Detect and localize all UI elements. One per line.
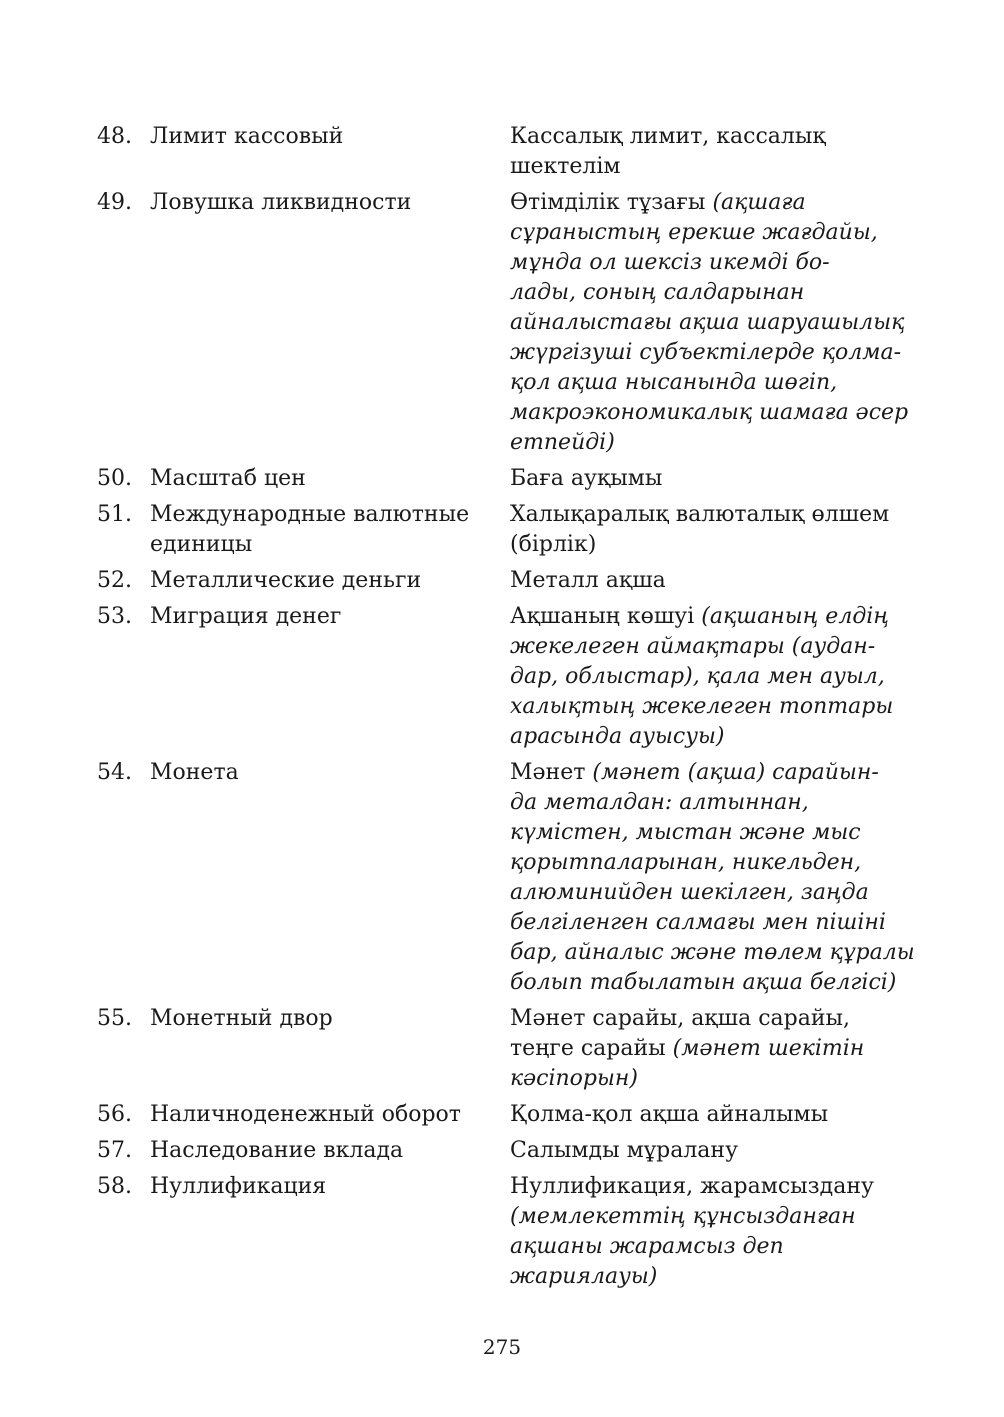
entry-number: 51. bbox=[97, 502, 132, 527]
glossary-entry bbox=[97, 1136, 897, 1166]
translation-text: Салымды мұралану bbox=[510, 1138, 739, 1163]
translation-text: (бірлік) bbox=[510, 532, 597, 557]
kazakh-translation-line bbox=[510, 968, 897, 998]
explanation-text: да металдан: алтыннан, bbox=[510, 790, 809, 815]
kazakh-translation bbox=[510, 188, 909, 458]
russian-term-line: единицы bbox=[150, 532, 253, 557]
explanation-text: күмістен, мыстан және мыс bbox=[510, 820, 861, 845]
russian-term bbox=[150, 602, 510, 632]
glossary-entry bbox=[97, 1100, 897, 1130]
russian-term bbox=[150, 758, 510, 788]
explanation-text: кәсіпорын) bbox=[510, 1066, 639, 1091]
glossary-entries bbox=[97, 122, 915, 1298]
entry-number: 57. bbox=[97, 1138, 132, 1163]
kazakh-translation-line bbox=[510, 1064, 897, 1094]
glossary-entry bbox=[97, 122, 897, 182]
kazakh-translation-line bbox=[510, 1172, 897, 1202]
kazakh-translation-line bbox=[510, 464, 897, 494]
kazakh-translation-line bbox=[510, 848, 897, 878]
kazakh-translation-line bbox=[510, 1004, 897, 1034]
russian-term-line: Монета bbox=[150, 760, 239, 785]
russian-term bbox=[150, 566, 510, 596]
explanation-text: арасында ауысуы) bbox=[510, 724, 725, 749]
glossary-entry bbox=[97, 566, 897, 596]
explanation-text: қол ақша нысанында шөгіп, bbox=[510, 370, 838, 395]
explanation-text: айналыстағы ақша шаруашылық bbox=[510, 310, 905, 335]
translation-text: Ақшаның көшуі bbox=[510, 604, 702, 629]
kazakh-translation bbox=[510, 122, 897, 182]
explanation-text: сұраныстың ерекше жағдайы, bbox=[510, 220, 878, 245]
glossary-entry bbox=[97, 464, 897, 494]
explanation-text: жекелеген аймақтары (аудан- bbox=[510, 634, 876, 659]
glossary-entry bbox=[97, 188, 909, 458]
kazakh-translation-line bbox=[510, 1262, 897, 1292]
translation-text: Металл ақша bbox=[510, 568, 666, 593]
entry-number: 55. bbox=[97, 1006, 132, 1031]
explanation-text: болып табылатын ақша белгісі) bbox=[510, 970, 897, 995]
kazakh-translation bbox=[510, 1172, 897, 1292]
explanation-text: жүргізуші субъектілерде қолма- bbox=[510, 340, 902, 365]
glossary-entry bbox=[97, 1172, 897, 1292]
kazakh-translation-line bbox=[510, 428, 897, 458]
kazakh-translation-line bbox=[510, 722, 897, 752]
kazakh-translation bbox=[510, 758, 915, 998]
kazakh-translation-line bbox=[510, 788, 897, 818]
kazakh-translation-line bbox=[510, 1100, 897, 1130]
russian-term-line: Нуллификация bbox=[150, 1174, 327, 1199]
explanation-text: (ақшаға bbox=[712, 190, 806, 215]
translation-text: теңге сарайы bbox=[510, 1036, 673, 1061]
explanation-text: белгіленген салмағы мен пішіні bbox=[510, 910, 886, 935]
kazakh-translation-line bbox=[510, 278, 897, 308]
russian-term-line: Международные валютные bbox=[150, 502, 470, 527]
kazakh-translation bbox=[510, 500, 897, 560]
russian-term-line: Металлические деньги bbox=[150, 568, 422, 593]
russian-term bbox=[150, 464, 510, 494]
russian-term bbox=[150, 122, 510, 152]
entry-number: 52. bbox=[97, 568, 132, 593]
entry-number: 53. bbox=[97, 604, 132, 629]
explanation-text: лады, соның салдарынан bbox=[510, 280, 805, 305]
translation-text: Мәнет сарайы, ақша сарайы, bbox=[510, 1006, 851, 1031]
explanation-text: бар, айналыс және төлем құралы bbox=[510, 940, 915, 965]
translation-text: шектелім bbox=[510, 154, 621, 179]
kazakh-translation-line bbox=[510, 308, 905, 338]
kazakh-translation-line bbox=[510, 692, 897, 722]
russian-term-line: Наследование вклада bbox=[150, 1138, 404, 1163]
translation-text: Мәнет bbox=[510, 760, 593, 785]
explanation-text: макроэкономикалық шамаға әсер bbox=[510, 400, 909, 425]
entry-number: 49. bbox=[97, 190, 132, 215]
russian-term-line: Миграция денег bbox=[150, 604, 342, 629]
entry-number: 48. bbox=[97, 124, 132, 149]
explanation-text: дар, облыстар), қала мен ауыл, bbox=[510, 664, 885, 689]
kazakh-translation-line bbox=[510, 758, 897, 788]
kazakh-translation-line bbox=[510, 530, 897, 560]
kazakh-translation-line bbox=[510, 500, 897, 530]
kazakh-translation-line bbox=[510, 908, 897, 938]
explanation-text: жариялауы) bbox=[510, 1264, 658, 1289]
glossary-entry bbox=[97, 758, 915, 998]
explanation-text: халықтың жекелеген топтары bbox=[510, 694, 894, 719]
kazakh-translation-line bbox=[510, 602, 897, 632]
kazakh-translation-line bbox=[510, 632, 897, 662]
kazakh-translation bbox=[510, 602, 897, 752]
kazakh-translation-line bbox=[510, 878, 897, 908]
glossary-entry bbox=[97, 602, 897, 752]
russian-term bbox=[150, 1136, 510, 1166]
glossary-entry bbox=[97, 1004, 897, 1094]
kazakh-translation-line bbox=[510, 1034, 897, 1064]
russian-term bbox=[150, 1172, 510, 1202]
russian-term bbox=[150, 1100, 510, 1130]
translation-text: Халықаралық валюталық өлшем bbox=[510, 502, 890, 527]
kazakh-translation-line bbox=[510, 662, 897, 692]
translation-text: Баға ауқымы bbox=[510, 466, 663, 491]
kazakh-translation-line bbox=[510, 152, 897, 182]
explanation-text: (мемлекеттің құнсызданған bbox=[510, 1204, 856, 1229]
russian-term-line: Лимит кассовый bbox=[150, 124, 344, 149]
translation-text: Өтімділік тұзағы bbox=[510, 190, 713, 215]
russian-term bbox=[150, 188, 510, 218]
entry-number: 50. bbox=[97, 466, 132, 491]
kazakh-translation-line bbox=[510, 188, 897, 218]
kazakh-translation-line bbox=[510, 248, 897, 278]
kazakh-translation-line bbox=[510, 566, 897, 596]
kazakh-translation-line bbox=[510, 1136, 897, 1166]
kazakh-translation-line bbox=[510, 338, 902, 368]
glossary-entry bbox=[97, 500, 897, 560]
translation-text: Нуллификация, жарамсыздану bbox=[510, 1174, 874, 1199]
kazakh-translation bbox=[510, 1004, 897, 1094]
kazakh-translation-line bbox=[510, 1202, 897, 1232]
explanation-text: ақшаны жарамсыз деп bbox=[510, 1234, 784, 1259]
kazakh-translation-line bbox=[510, 938, 915, 968]
russian-term-line: Монетный двор bbox=[150, 1006, 333, 1031]
page-number: 275 bbox=[482, 1335, 522, 1359]
explanation-text: (мәнет шекітін bbox=[672, 1036, 865, 1061]
kazakh-translation-line bbox=[510, 218, 897, 248]
kazakh-translation-line bbox=[510, 818, 897, 848]
kazakh-translation-line bbox=[510, 122, 897, 152]
russian-term-line: Масштаб цен bbox=[150, 466, 306, 491]
entry-number: 56. bbox=[97, 1102, 132, 1127]
russian-term bbox=[150, 500, 510, 560]
explanation-text: (ақшаның елдің bbox=[701, 604, 889, 629]
kazakh-translation-line bbox=[510, 368, 897, 398]
russian-term-line: Наличноденежный оборот bbox=[150, 1102, 461, 1127]
explanation-text: алюминийден шекілген, заңда bbox=[510, 880, 869, 905]
kazakh-translation bbox=[510, 566, 897, 596]
explanation-text: етпейді) bbox=[510, 430, 615, 455]
translation-text: Кассалық лимит, кассалық bbox=[510, 124, 826, 149]
explanation-text: қорытпаларынан, никельден, bbox=[510, 850, 862, 875]
kazakh-translation bbox=[510, 1100, 897, 1130]
entry-number: 54. bbox=[97, 760, 132, 785]
kazakh-translation bbox=[510, 1136, 897, 1166]
entry-number: 58. bbox=[97, 1174, 132, 1199]
russian-term bbox=[150, 1004, 510, 1034]
kazakh-translation bbox=[510, 464, 897, 494]
translation-text: Қолма-қол ақша айналымы bbox=[510, 1102, 829, 1127]
explanation-text: мұнда ол шексіз икемді бо- bbox=[510, 250, 830, 275]
kazakh-translation-line bbox=[510, 1232, 897, 1262]
russian-term-line: Ловушка ликвидности bbox=[150, 190, 412, 215]
kazakh-translation-line bbox=[510, 398, 909, 428]
explanation-text: (мәнет (ақша) сарайын- bbox=[592, 760, 879, 785]
